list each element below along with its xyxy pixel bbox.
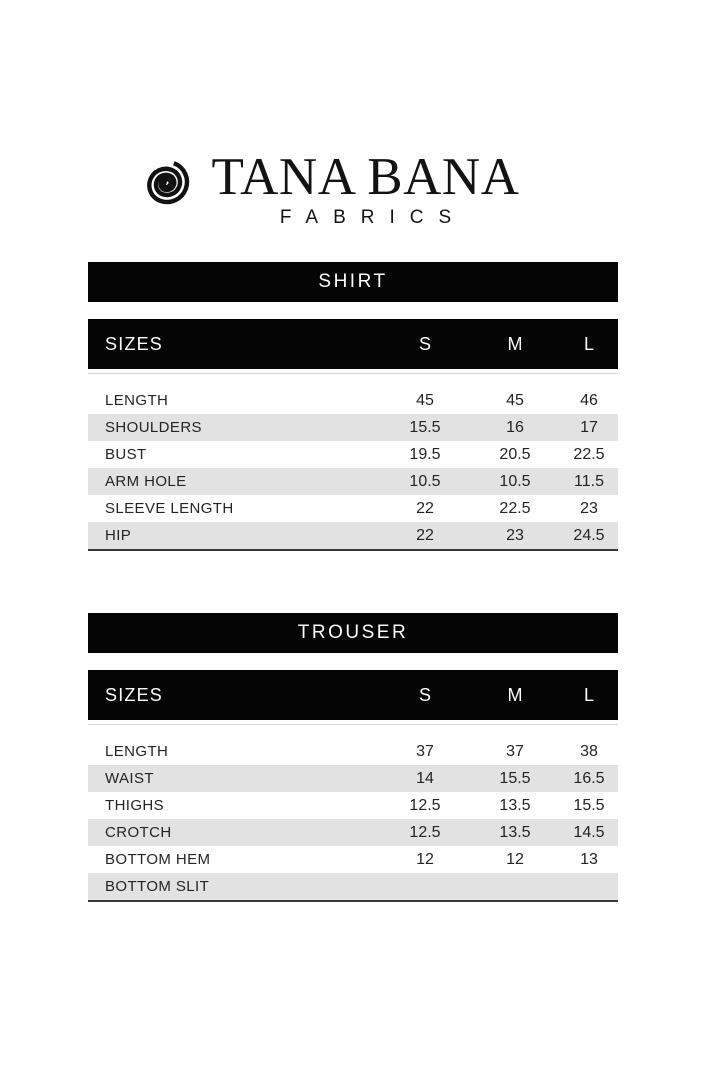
row-value-s: 45 [416, 391, 434, 409]
size-column-header-s: S [418, 333, 431, 354]
row-value-m: 12 [506, 850, 524, 868]
trouser-measurements-table [88, 724, 618, 902]
size-column-header-l: L [583, 684, 594, 705]
table-row-arm-hole [88, 468, 618, 495]
row-value-l: 23 [580, 499, 598, 517]
table-row-bottom-hem [88, 846, 618, 873]
table-row-sleeve-length [88, 495, 618, 522]
row-value-m: 16 [506, 418, 524, 436]
row-value-s: 19.5 [409, 445, 441, 463]
row-value-s: 10.5 [409, 472, 441, 490]
table-row-bust [88, 441, 618, 468]
row-label: WAIST [105, 770, 154, 787]
row-value-m: 37 [506, 742, 524, 760]
row-value-l: 46 [580, 391, 598, 409]
sizes-header-label: SIZES [105, 333, 164, 354]
table-row-thighs [88, 792, 618, 819]
row-value-m: 45 [506, 391, 524, 409]
table-row-waist [88, 765, 618, 792]
row-value-s: 15.5 [409, 418, 441, 436]
row-label: ARM HOLE [105, 473, 187, 490]
row-value-m: 23 [506, 526, 524, 544]
row-value-l: 11.5 [574, 472, 604, 490]
row-value-s: 37 [416, 742, 434, 760]
row-value-s: 12.5 [409, 796, 441, 814]
chart-title-bar-shirt: SHIRT [88, 262, 618, 302]
row-label: BUST [105, 446, 147, 463]
row-value-m: 13.5 [499, 823, 531, 841]
table-row-length [88, 387, 618, 414]
table-row-length [88, 738, 618, 765]
row-value-l: 24.5 [573, 526, 605, 544]
row-label: BOTTOM HEM [105, 851, 211, 868]
row-value-m: 22.5 [499, 499, 531, 517]
row-label: LENGTH [105, 743, 169, 760]
row-label: BOTTOM SLIT [105, 878, 210, 895]
row-value-l: 13 [580, 850, 598, 868]
table-row-hip [88, 522, 618, 549]
row-value-m: 13.5 [499, 796, 531, 814]
row-label: LENGTH [105, 392, 169, 409]
row-label: HIP [105, 527, 132, 544]
shirt-measurements-table [88, 373, 618, 551]
row-value-s: 12 [416, 850, 434, 868]
brand-logo [0, 150, 691, 229]
row-label: THIGHS [105, 797, 165, 814]
size-column-header-m: M [507, 333, 523, 354]
sizes-header-bar-trouser [88, 670, 618, 720]
spiral-icon [136, 151, 198, 213]
size-column-header-s: S [418, 684, 431, 705]
table-row-shoulders [88, 414, 618, 441]
row-value-l: 15.5 [573, 796, 605, 814]
brand-text [212, 150, 520, 229]
row-value-s: 22 [416, 526, 434, 544]
sizes-header-label: SIZES [105, 684, 164, 705]
brand-name: TANA BANA [211, 148, 520, 206]
chart-title-bar-trouser: TROUSER [88, 613, 618, 653]
table-row-bottom-slit [88, 873, 618, 900]
brand-subtitle: FABRICS [279, 207, 467, 229]
size-column-header-l: L [583, 333, 594, 354]
size-column-header-m: M [507, 684, 523, 705]
row-value-s: 12.5 [409, 823, 441, 841]
row-value-s: 14 [416, 769, 434, 787]
row-value-l: 17 [580, 418, 598, 436]
row-value-l: 38 [580, 742, 598, 760]
sizes-header-bar-shirt [88, 319, 618, 369]
row-value-l: 16.5 [573, 769, 605, 787]
size-chart-shirt [88, 262, 618, 551]
row-label: CROTCH [105, 824, 172, 841]
row-value-m: 20.5 [499, 445, 531, 463]
row-value-s: 22 [416, 499, 434, 517]
row-label: SLEEVE LENGTH [105, 500, 234, 517]
row-label: SHOULDERS [105, 419, 202, 436]
row-value-m: 15.5 [499, 769, 531, 787]
row-value-l: 14.5 [573, 823, 605, 841]
row-value-l: 22.5 [573, 445, 605, 463]
row-value-m: 10.5 [499, 472, 531, 490]
table-row-crotch [88, 819, 618, 846]
size-chart-trouser [88, 613, 618, 902]
